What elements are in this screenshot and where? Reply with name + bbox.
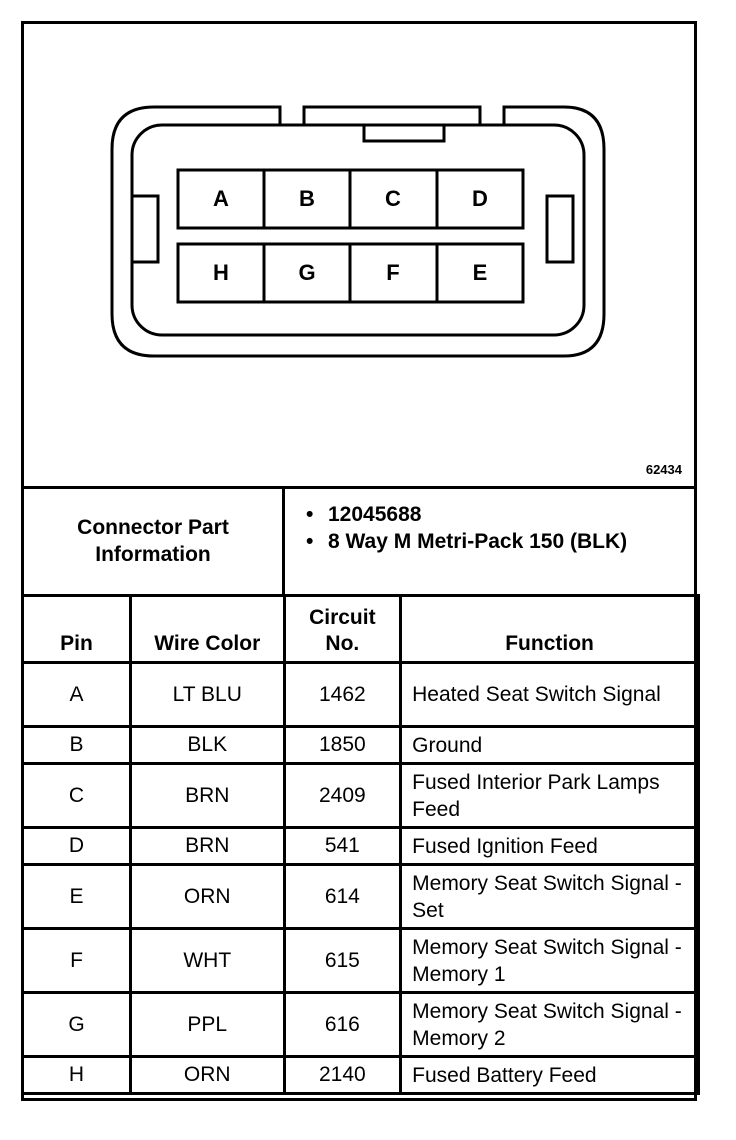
pin-cell: F — [23, 929, 131, 993]
circuit-cell: 541 — [284, 828, 401, 865]
pin-cell: E — [23, 865, 131, 929]
table-row — [23, 727, 699, 764]
circuit-cell: 616 — [284, 993, 401, 1057]
table-row — [23, 1057, 699, 1094]
table-row — [23, 764, 699, 828]
function-cell — [401, 663, 699, 727]
wire-color-cell: LT BLU — [130, 663, 284, 727]
reference-number: 62434 — [645, 462, 682, 477]
circuit-cell: 1462 — [284, 663, 401, 727]
pin-cell: B — [23, 727, 131, 764]
function-text: Memory Seat Switch Signal - Memory 1 — [412, 935, 682, 986]
function-text: Memory Seat Switch Signal - Set — [412, 871, 682, 922]
pin-cell: G — [23, 993, 131, 1057]
header-circuit-no-text: Circuit No. — [309, 606, 376, 655]
table-row — [23, 929, 699, 993]
part-info-label: Connector Part Information — [24, 489, 285, 594]
function-text: Ground — [412, 733, 483, 757]
pin-cell: A — [23, 663, 131, 727]
header-pin: Pin — [23, 596, 131, 663]
function-cell — [401, 764, 699, 828]
pin-c-label: C — [385, 186, 401, 211]
table-row — [23, 828, 699, 865]
wire-color-cell: ORN — [130, 865, 284, 929]
pin-f-label: F — [386, 260, 400, 285]
connector-sheet — [21, 21, 697, 1101]
header-circuit-no — [284, 596, 401, 663]
pin-e-label: E — [472, 260, 488, 285]
wire-color-cell: ORN — [130, 1057, 284, 1094]
wire-color-cell: WHT — [130, 929, 284, 993]
function-text: Memory Seat Switch Signal - Memory 2 — [412, 999, 682, 1050]
circuit-cell: 1850 — [284, 727, 401, 764]
pin-g-label: G — [298, 260, 316, 285]
pin-cell: H — [23, 1057, 131, 1094]
wire-color-cell: BLK — [130, 727, 284, 764]
table-row — [23, 993, 699, 1057]
circuit-cell: 2140 — [284, 1057, 401, 1094]
pin-cell: C — [23, 764, 131, 828]
circuit-cell: 614 — [284, 865, 401, 929]
header-wire-color: Wire Color — [130, 596, 284, 663]
function-text: Heated Seat Switch Signal — [412, 683, 661, 706]
function-cell — [401, 929, 699, 993]
function-cell — [401, 1057, 699, 1094]
wire-color-cell: BRN — [130, 828, 284, 865]
pin-cell: D — [23, 828, 131, 865]
pin-h-label: H — [213, 260, 229, 285]
wire-color-cell: BRN — [130, 764, 284, 828]
function-text: Fused Ignition Feed — [412, 834, 598, 858]
connector-part-info — [24, 489, 694, 597]
function-text: Fused Interior Park Lamps Feed — [412, 770, 660, 821]
part-info-list — [288, 489, 668, 555]
pin-d-label: D — [472, 186, 488, 211]
table-row — [23, 663, 699, 727]
wire-color-cell: PPL — [130, 993, 284, 1057]
part-number: • 12045688 — [328, 501, 668, 528]
pin-b-label: B — [299, 186, 315, 211]
connector-diagram — [24, 24, 694, 489]
table-header-row — [23, 596, 699, 663]
connector-type: • 8 Way M Metri-Pack 150 (BLK) — [328, 528, 668, 555]
circuit-cell: 2409 — [284, 764, 401, 828]
circuit-cell: 615 — [284, 929, 401, 993]
pin-a-label: A — [213, 186, 229, 211]
function-cell — [401, 993, 699, 1057]
function-cell — [401, 828, 699, 865]
function-text: Fused Battery Feed — [412, 1063, 597, 1087]
table-row — [23, 865, 699, 929]
pinout-table — [21, 594, 700, 1095]
function-cell — [401, 865, 699, 929]
header-function: Function — [401, 596, 699, 663]
function-cell — [401, 727, 699, 764]
